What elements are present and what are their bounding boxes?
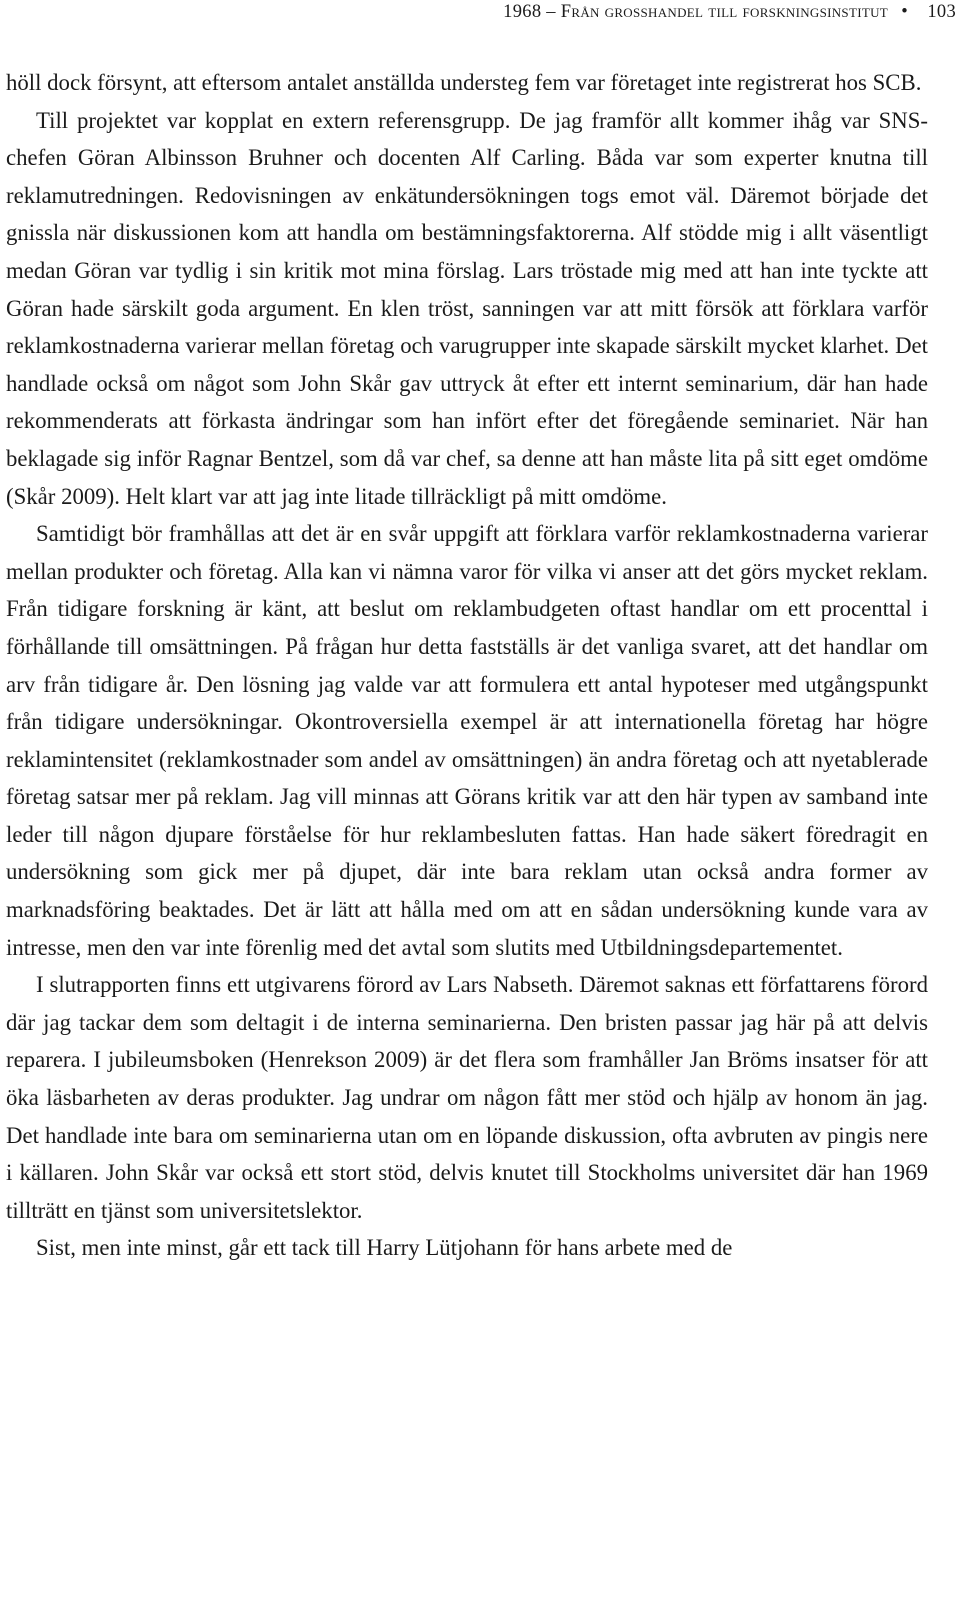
paragraph-continued: höll dock försynt, att eftersom antalet anställda understeg fem var företaget inte registrerat hos SCB.	[6, 70, 922, 95]
page-number: 103	[927, 2, 956, 22]
paragraph-reference-group: Till projektet var kopplat en extern referensgrupp. De jag framför allt kommer ihåg var SNS-chefen Göran Albinsson Bruhner och docenten Alf Carling. Båda var som experter knutna till reklamutredningen. Redovisningen av enkätundersökningen togs emot väl. Däremot började det gnissla när diskussionen kom att handla om bestämningsfaktorerna. Alf stödde mig i allt väsentligt medan Göran var tydlig i sin kritik mot mina förslag. Lars tröstade mig med att han inte tyckte att Göran hade särskilt goda argument. En klen tröst, sanningen var att mitt försök att förklara varför reklamkostnaderna varierar mellan företag och varugrupper inte skapade särskilt mycket klarhet. Det handlade också om något som John Skår gav uttryck åt efter ett internt seminarium, där han hade rekommenderats att förkasta ändringar som han infört efter det föregående seminariet. När han beklagade sig inför Ragnar Bentzel, som då var chef, sa denne att han måste lita på sitt eget omdöme (Skår 2009). Helt klart var att jag inte litade tillräckligt på mitt omdöme.	[6, 107, 928, 509]
paragraph-final-thanks: Sist, men inte minst, går ett tack till Harry Lütjohann för hans arbete med de	[36, 1235, 733, 1261]
paragraph-acknowledgements: I slutrapporten finns ett utgivarens förord av Lars Nabseth. Däremot saknas ett författarens förord där jag tackar dem som deltagit i de interna seminarierna. Den bristen passar jag här på att delvis reparera. I jubileumsboken (Henrekson 2009) är det flera som framhåller Jan Bröms insatser för att öka läsbarheten av deras produkter. Jag undrar om någon fått mer stöd och hjälp av honom än jag. Det handlade inte bara om seminarierna utan om en löpande diskussion, ofta avbruten av pingis nere i källaren. John Skår var också ett stort stöd, delvis knutet till Stockholms universitet där han 1969 tillträtt en tjänst som universitetslektor.	[6, 972, 928, 1223]
running-head	[0, 0, 960, 24]
bullet-separator: •	[901, 2, 908, 22]
paragraph-advertising-costs: Samtidigt bör framhållas att det är en svår uppgift att förklara varför reklamkostnaderna varierar mellan produkter och företag. Alla kan vi nämna varor för vilka vi anser att det görs mycket reklam. Från tidigare forskning är känt, att beslut om reklambudgeten oftast handlar om ett procenttal i förhållande till omsättningen. På frågan hur detta fastställs är det vanliga svaret, att det handlar om arv från tidigare år. Den lösning jag valde var att formulera ett antal hypoteser med utgångspunkt från tidigare undersökningar. Okontroversiella exempel är att internationella företag har högre reklamintensitet (reklamkostnader som andel av omsättningen) än andra företag och att nyetablerade företag satsar mer på reklam. Jag vill minnas att Görans kritik var att den här typen av samband inte leder till någon djupare förståelse för hur reklambesluten fattas. Han hade säkert föredragit en undersökning som gick mer på djupet, där inte bara reklam utan också andra former av marknadsföring beaktades. Det är lätt att hålla med om att en sådan undersökning kunde vara av intresse, men den var inte förenlig med det avtal som slutits med Utbildningsdepartementet.	[6, 521, 928, 960]
body-text	[6, 64, 928, 1267]
chapter-title: 1968 – Från grosshandel till forskningsinstitut	[503, 2, 888, 22]
